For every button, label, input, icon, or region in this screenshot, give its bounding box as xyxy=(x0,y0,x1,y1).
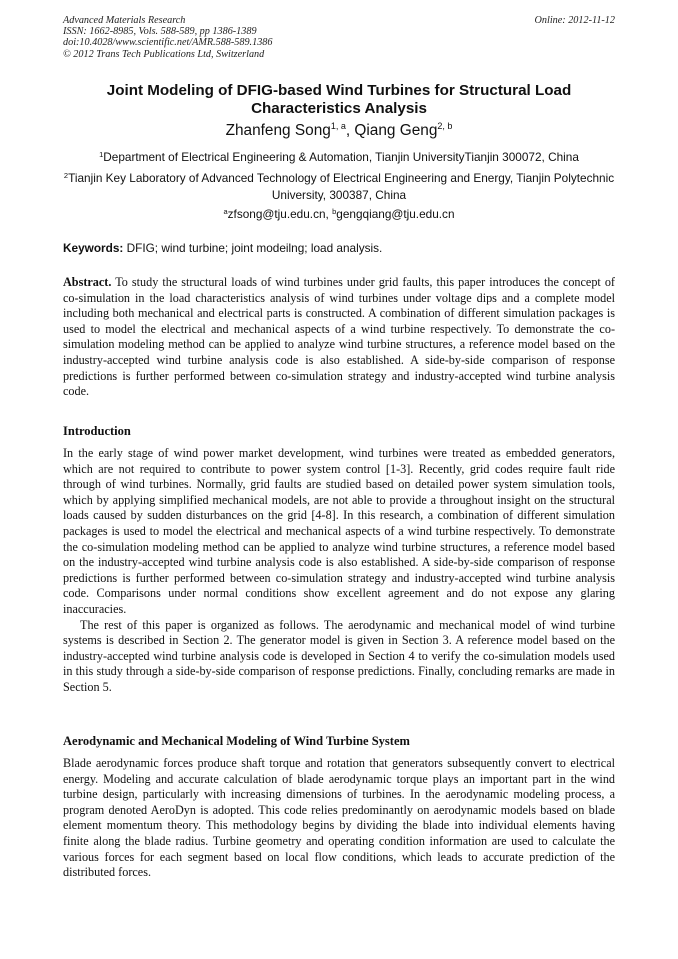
online-date: Online: 2012-11-12 xyxy=(534,15,615,26)
affiliation-1 xyxy=(60,149,618,166)
journal-header xyxy=(63,15,615,60)
paragraph: Blade aerodynamic forces produce shaft torque and rotation that generators subsequently convert to electrical energy. Modeling and accurate calculation of blade aerodynamic torque plays an important part in the wind turbine design, particularly with increasing dimensions of turbines. In the aerodynamic modeling process, a program denoted AeroDyn is adopted. This code relies predominantly on aerodynamic models based on blade element momentum theory. This methodology begins by dividing the blade into individual elements having finite along the blade radius. Turbine geometry and operating condition information are used to calculate the various forces for each segment based on local flow conditions, which leads to accurate prediction of the distributed forces. xyxy=(63,756,615,880)
copyright-line: © 2012 Trans Tech Publications Ltd, Switzerland xyxy=(63,48,265,60)
author-name: Qiang Geng xyxy=(354,122,438,139)
section-heading-introduction: Introduction xyxy=(63,424,131,438)
author-emails: $^a$zfsong@tju.edu.cn, $^b$gengqiang@tju.edu.cn xyxy=(223,207,455,221)
abstract-text: To study the structural loads of wind turbines under grid faults, this paper introduces the concept of co-simulation in the load characteristics analysis of wind turbines under voltage dips and a complete model including both mechanical and electrical parts is constructed. A combination of different simulation packages is used to model the electrical and mechanical aspects of a wind turbine respectively. To demonstrate the co-simulation modeling method can be applied to analyze wind turbine structures, a reference model based on the industry-accepted wind turbine analysis code is also established. A side-by-side comparison of response predictions is further performed between co-simulation strategy and industry-accepted wind turbine analysis code. xyxy=(63,275,615,399)
abstract xyxy=(63,275,615,400)
keywords-label: Keywords: xyxy=(63,241,124,255)
affiliation-text: Tianjin Key Laboratory of Advanced Technology of Electrical Engineering and Energy, Tianjin Polytechnic University, 300387, China xyxy=(68,171,615,202)
keywords-text: DFIG; wind turbine; joint modeilng; load analysis. xyxy=(123,241,383,255)
paragraph: In the early stage of wind power market development, wind turbines were treated as embedded generators, which are not required to contribute to power system control [1-3]. Recently, grid codes require fault ride through of wind turbines. Normally, grid faults are studied based on detailed power system simulation tools, which by applying simplified mechanical models, are not able to provide a throughout insight on the structural loads caused by sudden disturbances on the grid [4-8]. In this research, a combination of different simulation packages is used to model the electrical and mechanical aspects of a wind turbine respectively. To demonstrate the co-simulation modeling method can be applied to analyze wind turbine structures, a reference model based on the industry-accepted wind turbine analysis code is also established. A side-by-side comparison of response predictions is further performed between co-simulation strategy and industry-accepted wind turbine analysis code. Comparisons under normal conditions show excellent agreement and do not expose any glaring inaccuracies. xyxy=(63,446,615,616)
doi-line: doi:10.4028/www.scientific.net/AMR.588-589.1386 xyxy=(63,37,273,49)
section-heading-aerodynamic: Aerodynamic and Mechanical Modeling of Wind Turbine System xyxy=(63,734,410,748)
affiliation-marker: 1 xyxy=(99,150,104,159)
email-marker: a xyxy=(223,207,228,216)
aerodynamic-body xyxy=(63,756,615,881)
introduction-body xyxy=(63,446,615,696)
issn-line: ISSN: 1662-8985, Vols. 588-589, pp 1386-1389 xyxy=(63,26,257,38)
author-separator: , xyxy=(345,122,355,139)
abstract-label: Abstract. xyxy=(63,275,112,289)
email-address[interactable]: zfsong@tju.edu.cn xyxy=(227,207,326,221)
author-superscript: 2, b xyxy=(437,121,453,131)
author-superscript: 1, a xyxy=(330,121,346,131)
affiliation-2 xyxy=(60,170,618,203)
email-marker: b xyxy=(332,207,337,216)
author-list xyxy=(60,121,618,141)
journal-name: Advanced Materials Research xyxy=(63,15,186,26)
keywords xyxy=(63,240,615,256)
affiliation-marker: 2 xyxy=(63,171,69,180)
author-name: Zhanfeng Song xyxy=(225,122,331,139)
paragraph: The rest of this paper is organized as follows. The aerodynamic and mechanical model of wind turbine systems is described in Section 2. The generator model is given in Section 3. A reference model based on the industry-accepted wind turbine analysis code is developed in Section 4 to verify the co-simulation models used in this study through a side-by-side comparison of response predictions. Finally, concluding remarks are made in Section 5. xyxy=(63,617,615,694)
email-address[interactable]: gengqiang@tju.edu.cn xyxy=(336,207,455,221)
paper-title: Joint Modeling of DFIG-based Wind Turbines for Structural Load Characteristics Analysis xyxy=(106,82,572,117)
affiliation-text: Department of Electrical Engineering & Automation, Tianjin UniversityTianjin 300072, China xyxy=(103,150,579,164)
